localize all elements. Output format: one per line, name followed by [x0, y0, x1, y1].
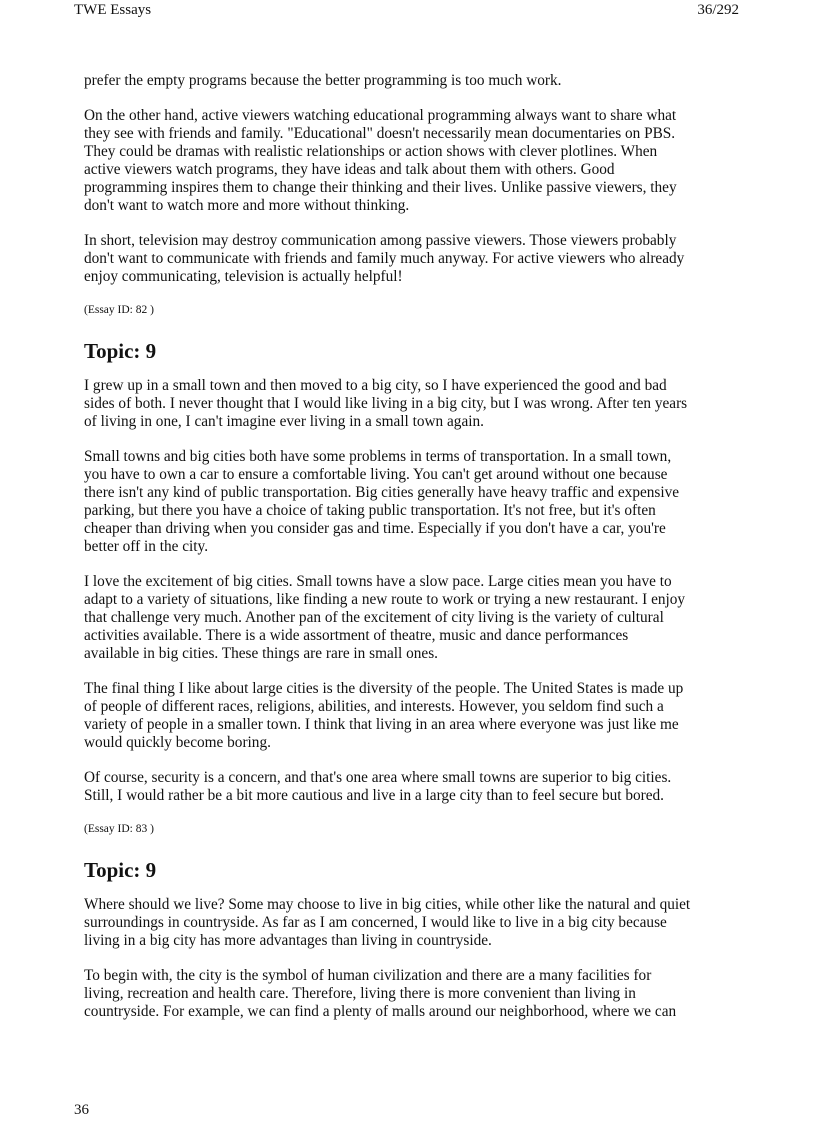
paragraph: In short, television may destroy communication among passive viewers. Those viewers probably don't want to communicate with friends and family much anyway. For active viewers who already enjoy communicating, television is actually helpful!	[84, 232, 685, 285]
essay-id-label: (Essay ID: 82 )	[84, 304, 154, 316]
page-counter: 36/292	[697, 2, 739, 18]
paragraph: I grew up in a small town and then moved to a big city, so I have experienced the good and bad sides of both. I never thought that I would like living in a big city, but I was wrong. After ten years of living in one, I can't imagine ever living in a small town again.	[84, 377, 688, 430]
topic-heading: Topic: 9	[84, 339, 157, 363]
document-title: TWE Essays	[74, 2, 152, 18]
page-number: 36	[74, 1102, 89, 1118]
page-content	[84, 72, 734, 1038]
paragraph: Small towns and big cities both have some problems in terms of transportation. In a small town, you have to own a car to ensure a comfortable living. You can't get around without one because there isn't any kind of public transportation. Big cities generally have heavy traffic and expensive parking, but there you have a choice of taking public transportation. It's not free, but it's often cheaper than driving when you consider gas and time. Especially if you don't have a car, you're better off in the city.	[84, 448, 680, 555]
running-header	[74, 0, 739, 20]
paragraph: I love the excitement of big cities. Small towns have a slow pace. Large cities mean you have to adapt to a variety of situations, like finding a new route to work or trying a new restaurant. I enjoy that challenge very much. Another pan of the excitement of city living is the variety of cultural activities available. There is a wide assortment of theatre, music and dance performances available in big cities. These things are rare in small ones.	[84, 573, 686, 662]
paragraph: Where should we live? Some may choose to live in big cities, while other like the natural and quiet surroundings in countryside. As far as I am concerned, I would like to live in a big city because living in a big city has more advantages than living in countryside.	[84, 896, 691, 949]
paragraph: Of course, security is a concern, and that's one area where small towns are superior to big cities. Still, I would rather be a bit more cautious and live in a large city than to feel secure but bored.	[84, 769, 672, 804]
paragraph: prefer the empty programs because the better programming is too much work.	[84, 72, 562, 89]
paragraph: To begin with, the city is the symbol of human civilization and there are a many facilities for living, recreation and health care. Therefore, living there is more convenient than living in countryside. For example, we can find a plenty of malls around our neighborhood, where we can	[84, 967, 677, 1020]
essay-id-label: (Essay ID: 83 )	[84, 823, 154, 835]
paragraph: The final thing I like about large cities is the diversity of the people. The United States is made up of people of different races, religions, abilities, and interests. However, you seldom find such a variety of people in a smaller town. I think that living in an area where everyone was just like me would quickly become boring.	[84, 680, 684, 751]
topic-heading: Topic: 9	[84, 858, 157, 882]
paragraph: On the other hand, active viewers watching educational programming always want to share what they see with friends and family. "Educational" doesn't necessarily mean documentaries on PBS. They could be dramas with realistic relationships or action shows with clever plotlines. When active viewers watch programs, they have ideas and talk about them with others. Good programming inspires them to change their thinking and their lives. Unlike passive viewers, they don't want to watch more and more without thinking.	[84, 107, 677, 214]
